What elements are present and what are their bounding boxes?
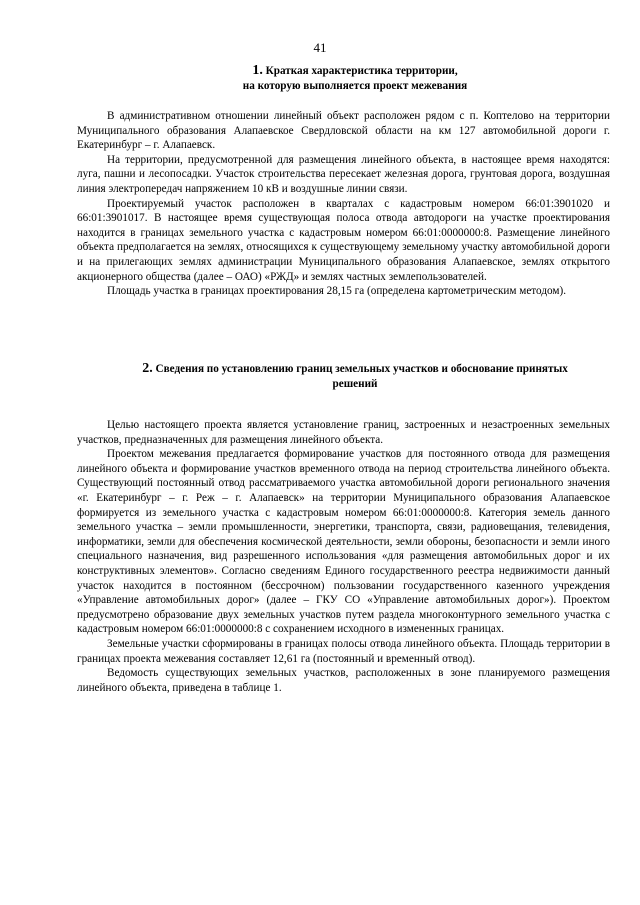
section-1-number: 1.	[252, 63, 263, 78]
section-2-title: Сведения по установлению границ земельных участков и обоснование принятых	[155, 363, 568, 375]
paragraph: Проектом межевания предлагается формирование участков для постоянного отвода для размещения линейного объекта и формирование участков временного отвода на период строительства линейного объекта. Существующий постоянный отвод рассматриваемого участка автомобильной дороги регионального значения «г. Екатеринбург – г. Реж – г. Алапаевск» на территории Муниципального образования Алапаевское формируется из земельного участка с кадастровым номером 66:01:0000000:8. Категория земель данного земельного участка – земли промышленности, энергетики, транспорта, связи, радиовещания, телевидения, информатики, земли для обеспечения космической деятельности, земли обороны, безопасности и земли иного специального назначения, вид разрешенного использования «для размещения автомобильных дорог и их конструктивных элементов». Согласно сведениям Единого государственного реестра недвижимости данный участок находится в постоянном (бессрочном) пользовании государственного казенного учреждения «Управление автомобильных дорог» (далее – ГКУ СО «Управление автомобильных дорог»). Проектом предусмотрено образование двух земельных участков путем раздела многоконтурного земельного участка с кадастровым номером 66:01:0000000:8 с сохранением исходного в измененных границах.	[77, 448, 610, 636]
section-1-body	[77, 109, 610, 299]
section-1-title: Краткая характеристика территории,	[265, 65, 458, 77]
section-2-title-line-2: решений	[332, 378, 378, 390]
paragraph: Ведомость существующих земельных участков, расположенных в зоне планируемого размещения линейного объекта, приведена в таблице 1.	[77, 667, 610, 694]
paragraph: Земельные участки сформированы в границах полосы отвода линейного объекта. Площадь территории в границах проекта межевания составляет 12,61 га (постоянный и временный отвод).	[77, 637, 610, 665]
page-number: 41	[313, 40, 327, 55]
section-2-body	[77, 418, 610, 695]
section-2-number: 2.	[142, 361, 153, 376]
section-1-title-line-2: на которую выполняется проект межевания	[242, 80, 468, 92]
section-2-title-line-1	[100, 361, 610, 377]
paragraph: На территории, предусмотренной для размещения линейного объекта, в настоящее время находятся: луга, пашни и лесопосадки. Участок строительства пересекает железная дорога, грунтовая дорога, воздушная линия электропередач напряжением 10 кВ и воздушные линии связи.	[77, 153, 610, 195]
paragraph: Проектируемый участок расположен в кварталах с кадастровым номером 66:01:3901020 и 66:01:3901017. В настоящее время существующая полоса отвода автодороги на участке проектирования находится в границах земельного участка с кадастровым номером 66:01:0000000:8. Размещение линейного объекта предполагается на землях, относящихся к существующему земельному участку автомобильной дороги и на прилегающих землях администрации Муниципального образования Алапаевское, землях открытого акционерного общества (далее – ОАО) «РЖД» и землях частных землепользователей.	[77, 197, 610, 283]
paragraph: Целью настоящего проекта является установление границ, застроенных и незастроенных земельных участков, предназначенных для размещения линейного объекта.	[77, 419, 610, 446]
paragraph: Площадь участка в границах проектирования 28,15 га (определена картометрическим методом).	[107, 285, 566, 298]
section-1-title-line-1	[100, 63, 610, 79]
paragraph: В административном отношении линейный объект расположен рядом с п. Коптелово на территории Муниципального образования Алапаевское Свердловской области на км 127 автомобильной дороги г. Екатеринбург – г. Алапаевск.	[77, 110, 610, 152]
section-2-heading	[100, 361, 610, 392]
section-1-heading	[100, 63, 610, 94]
